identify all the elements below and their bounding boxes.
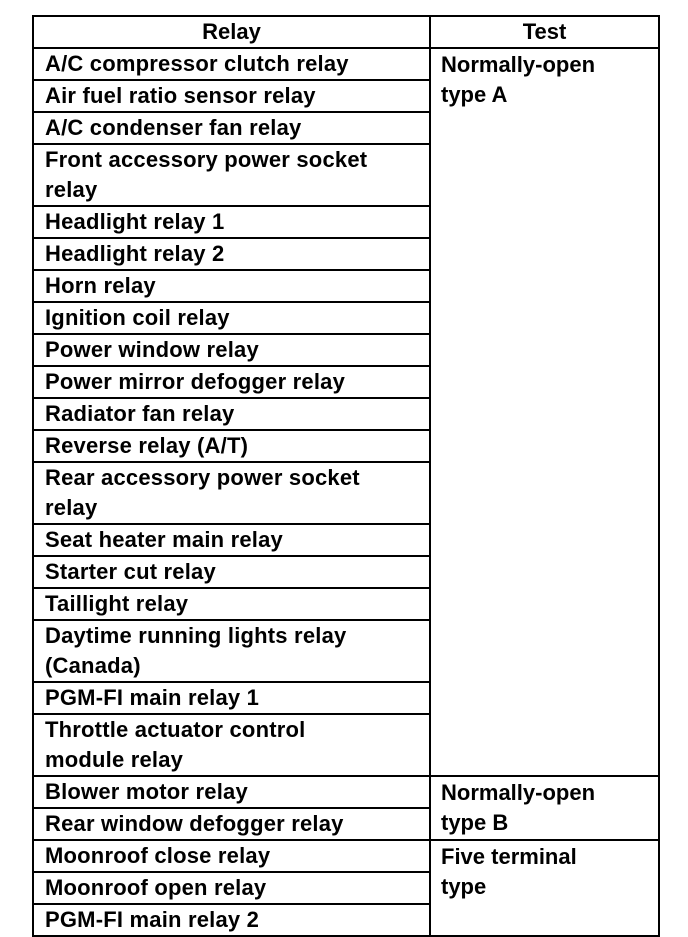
test-column-header: Test [430, 16, 659, 48]
relay-name-line: module relay [45, 747, 184, 772]
relay-name-line: (Canada) [45, 653, 141, 678]
relay-cell [33, 872, 430, 904]
relay-name-line: Throttle actuator control [45, 717, 306, 742]
test-type-line: type [441, 874, 487, 899]
relay-name-line: Air fuel ratio sensor relay [45, 83, 316, 108]
relay-cell [33, 144, 430, 206]
test-type-line: type B [441, 810, 509, 835]
relay-name-line: relay [45, 495, 98, 520]
header-row [33, 16, 659, 48]
relay-name-line: Seat heater main relay [45, 527, 283, 552]
relay-name-line: Radiator fan relay [45, 401, 235, 426]
relay-cell [33, 334, 430, 366]
relay-column-header: Relay [33, 16, 430, 48]
relay-name-line: Reverse relay (A/T) [45, 433, 249, 458]
relay-cell [33, 462, 430, 524]
relay-cell [33, 682, 430, 714]
relay-name-line: Moonroof close relay [45, 843, 271, 868]
relay-name-line: Rear accessory power socket [45, 465, 360, 490]
relay-cell [33, 808, 430, 840]
relay-cell [33, 840, 430, 872]
relay-cell [33, 80, 430, 112]
relay-name-line: Rear window defogger relay [45, 811, 344, 836]
table-row [33, 776, 659, 808]
relay-cell [33, 302, 430, 334]
test-type-cell [430, 776, 659, 840]
relay-name-line: A/C compressor clutch relay [45, 51, 349, 76]
relay-cell [33, 776, 430, 808]
relay-name-line: Moonroof open relay [45, 875, 267, 900]
relay-name-line: Front accessory power socket [45, 147, 368, 172]
relay-name-line: A/C condenser fan relay [45, 115, 302, 140]
relay-name-line: relay [45, 177, 98, 202]
relay-cell [33, 714, 430, 776]
table-body [33, 48, 659, 936]
test-type-cell [430, 840, 659, 936]
test-type-line: Normally-open [441, 780, 596, 805]
relay-cell [33, 238, 430, 270]
relay-name-line: Headlight relay 2 [45, 241, 225, 266]
relay-cell [33, 588, 430, 620]
relay-name-line: PGM-FI main relay 1 [45, 685, 260, 710]
relay-name-line: Daytime running lights relay [45, 623, 347, 648]
relay-cell [33, 556, 430, 588]
test-type-line: Five terminal [441, 844, 577, 869]
relay-cell [33, 430, 430, 462]
relay-name-line: Power mirror defogger relay [45, 369, 346, 394]
relay-name-line: Horn relay [45, 273, 156, 298]
relay-name-line: PGM-FI main relay 2 [45, 907, 260, 932]
relay-cell [33, 270, 430, 302]
relay-test-table [32, 15, 660, 937]
table-row [33, 840, 659, 872]
test-type-cell [430, 48, 659, 776]
relay-cell [33, 366, 430, 398]
test-type-line: Normally-open [441, 52, 596, 77]
relay-name-line: Headlight relay 1 [45, 209, 225, 234]
table-header [33, 16, 659, 48]
relay-cell [33, 904, 430, 936]
relay-name-line: Taillight relay [45, 591, 189, 616]
relay-cell [33, 398, 430, 430]
test-type-line: type A [441, 82, 508, 107]
relay-cell [33, 206, 430, 238]
relay-name-line: Ignition coil relay [45, 305, 230, 330]
table-row [33, 48, 659, 80]
relay-cell [33, 620, 430, 682]
relay-name-line: Starter cut relay [45, 559, 216, 584]
relay-name-line: Blower motor relay [45, 779, 248, 804]
relay-cell [33, 48, 430, 80]
relay-cell [33, 524, 430, 556]
relay-name-line: Power window relay [45, 337, 259, 362]
relay-cell [33, 112, 430, 144]
